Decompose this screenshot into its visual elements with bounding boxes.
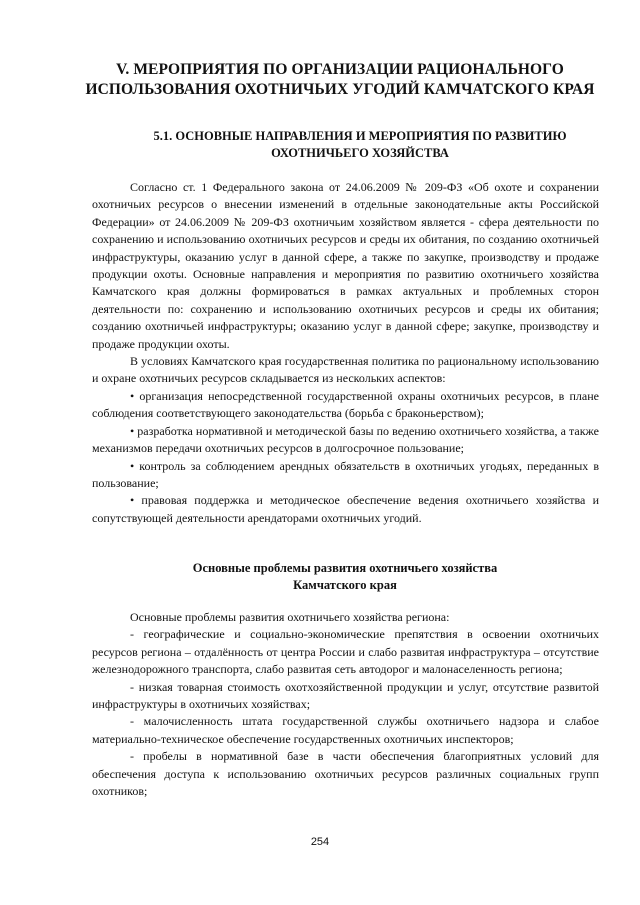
chapter-title-line-2: ИСПОЛЬЗОВАНИЯ ОХОТНИЧЬИХ УГОДИЙ КАМЧАТСКОГО КРАЯ <box>85 81 595 98</box>
problems-body <box>92 609 599 800</box>
page-number: 254 <box>310 836 330 848</box>
subsection-title <box>100 560 590 594</box>
paragraph-policy: В условиях Камчатского края государственная политика по рациональному использованию и охране охотничьих ресурсов складывается из нескольких аспектов: <box>92 354 599 386</box>
bullet-item: • правовая поддержка и методическое обеспечение ведения охотничьего хозяйства и сопутствующей деятельности арендаторами охотничьих угодий. <box>92 493 599 525</box>
subsection-title-line-2: Камчатского края <box>293 578 397 592</box>
chapter-title <box>70 60 610 100</box>
section-body <box>92 179 599 527</box>
problem-item: - географические и социально-экономические препятствия в освоении охотничьих ресурсов региона – отдалённость от центра России и слабо развитая инфраструктура – отсутствие железнодорожного транспорта, слабо развитая сеть автодорог и малонаселенность региона; <box>92 627 599 677</box>
problems-intro: Основные проблемы развития охотничьего хозяйства региона: <box>130 610 450 624</box>
section-title <box>115 128 605 162</box>
bullet-item: • разработка нормативной и методической базы по ведению охотничьего хозяйства, а также механизмов передачи охотничьих ресурсов в долгосрочное пользование; <box>92 423 599 456</box>
subsection-title-line-1: Основные проблемы развития охотничьего хозяйства <box>192 561 498 575</box>
problem-item: - малочисленность штата государственной службы охотничьего надзора и слабое материально-техническое обеспечение государственных охотничьих инспекторов; <box>92 714 599 746</box>
paragraph-intro: Согласно ст. 1 Федерального закона от 24.06.2009 № 209-ФЗ «Об охоте и сохранении охотничьих ресурсов о внесении изменений в отдельные законодательные акты Российской Федерации» от 24.06.2009 № 209-ФЗ охотничьим хозяйством является - сфера деятельности по сохранению и использованию охотничьих ресурсов и среды их обитания, по созданию охотничьей инфраструктуры, оказанию услуг в данной сфере, а также по закупке, производству и продаже продукции охоты. Основные направления и мероприятия по развитию охотничьего хозяйства Камчатского края должны формироваться в рамках актуальных и проблемных сторон деятельности по: сохранению и использованию охотничьих ресурсов и среды их обитания; созданию охотничьей инфраструктуры; оказанию услуг в данной сфере; закупке, производству и продаже продукции охоты. <box>92 180 599 351</box>
bullet-item: • организация непосредственной государственной охраны охотничьих ресурсов, в плане соблюдения соответствующего законодательства (борьба с браконьерством); <box>92 388 599 421</box>
section-title-line-1: 5.1. ОСНОВНЫЕ НАПРАВЛЕНИЯ И МЕРОПРИЯТИЯ ПО РАЗВИТИЮ <box>153 129 567 143</box>
section-title-line-2: ОХОТНИЧЬЕГО ХОЗЯЙСТВА <box>271 146 449 160</box>
chapter-title-line-1: V. МЕРОПРИЯТИЯ ПО ОРГАНИЗАЦИИ РАЦИОНАЛЬНОГО <box>116 61 564 78</box>
problem-item: - пробелы в нормативной базе в части обеспечения благоприятных условий для обеспечения доступа к использованию охотничьих ресурсов различных социальных групп охотников; <box>92 749 599 799</box>
bullet-item: • контроль за соблюдением арендных обязательств в охотничьих угодьях, переданных в пользование; <box>92 458 599 490</box>
problem-item: - низкая товарная стоимость охотхозяйственной продукции и услуг, отсутствие развитой инфраструктуры в охотничьих хозяйствах; <box>92 679 599 712</box>
